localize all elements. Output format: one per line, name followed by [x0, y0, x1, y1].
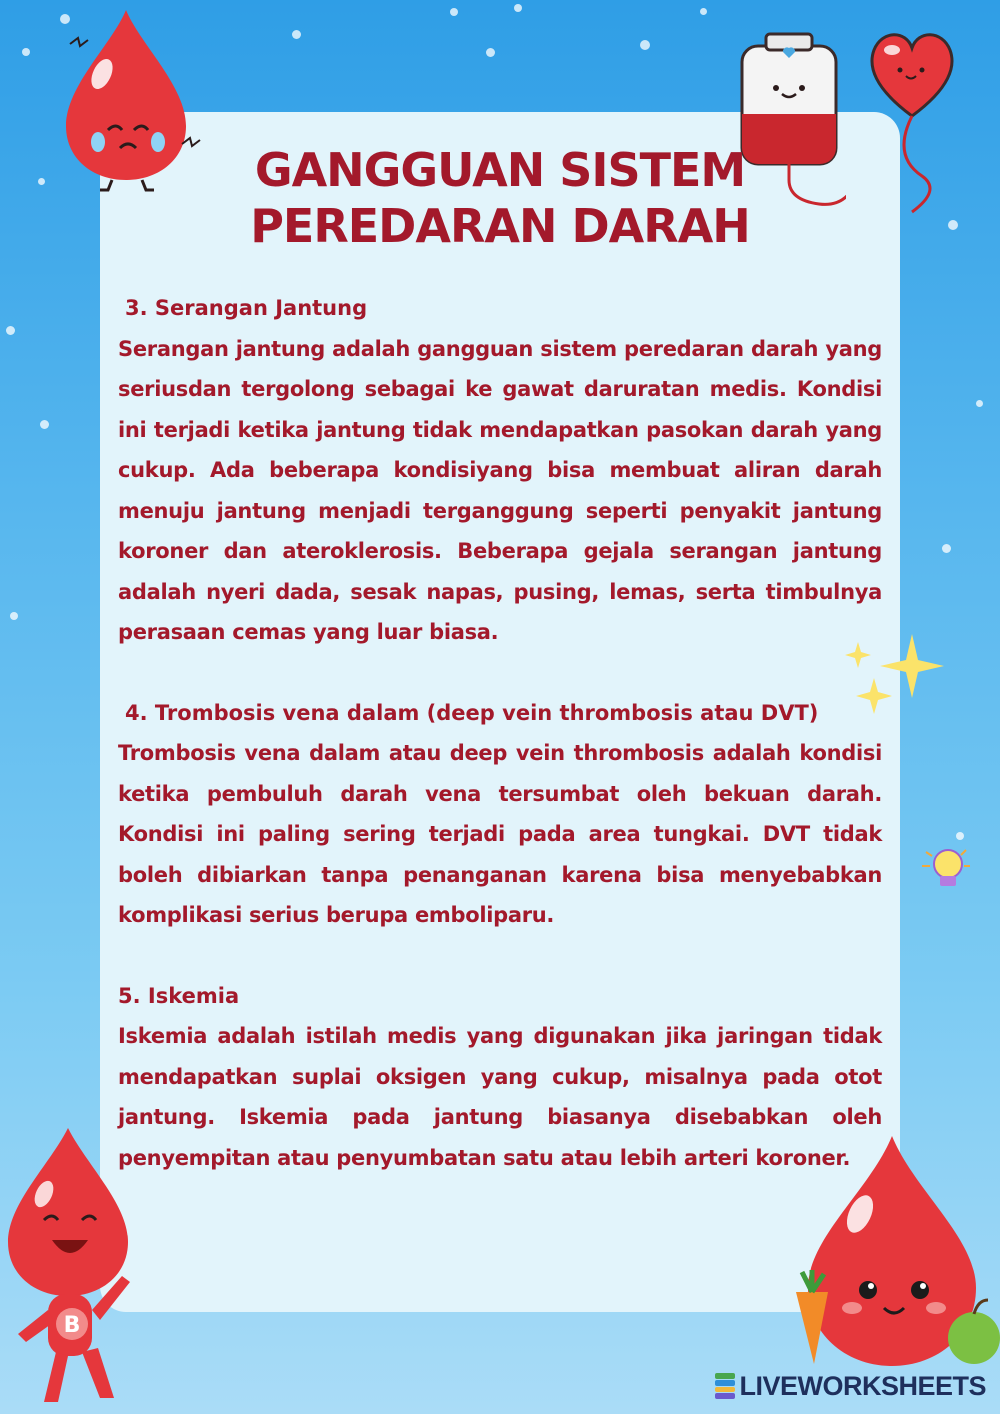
bg-dot [942, 544, 951, 553]
bg-dot [948, 220, 958, 230]
sad-blood-drop-icon [52, 4, 212, 196]
mascot-letter: B [63, 1313, 81, 1338]
footer-brand-text: LIVEWORKSHEETS [739, 1370, 986, 1401]
liveworksheets-logo-icon [715, 1373, 735, 1399]
bg-dot [6, 326, 15, 335]
title-line-2: PEREDARAN DARAH [250, 199, 750, 253]
section-body: Trombosis vena dalam atau deep vein thrombosis adalah kondisi ketika pembuluh darah vena tersumbat oleh bekuan darah. Kondisi ini paling sering terjadi pada area tungkai. DVT tidak boleh dibiarkan tanpa penanganan karena bisa menyebabkan komplikasi serius berupa emboliparu. [118, 741, 882, 927]
bg-dot [38, 178, 45, 185]
section-serangan-jantung [118, 288, 882, 653]
section-iskemia [118, 976, 882, 1179]
footer-brand [715, 1372, 986, 1400]
bg-dot [450, 8, 458, 16]
bg-dot [486, 48, 495, 57]
title-line-1: GANGGUAN SISTEM [254, 143, 746, 197]
article-content [118, 288, 882, 1218]
bg-dot [640, 40, 650, 50]
section-body: Serangan jantung adalah gangguan sistem peredaran darah yang seriusdan tergolong sebagai ke gawat daruratan medis. Kondisi ini terjadi ketika jantung tidak mendapatkan pasokan darah yang cukup. Ada beberapa kondisiyang bisa membuat aliran darah menuju jantung menjadi terganggung seperti penyakit jantung koroner dan ateroklerosis. Beberapa gejala serangan jantung adalah nyeri dada, sesak napas, pusing, lemas, serta timbulnya perasaan cemas yang luar biasa. [118, 336, 882, 644]
bg-dot [22, 48, 30, 56]
bg-dot [514, 4, 522, 12]
bg-dot [976, 400, 983, 407]
sparkle-icon [840, 630, 950, 720]
bg-dot [956, 832, 964, 840]
heart-balloon-icon [862, 24, 962, 214]
section-body: Iskemia adalah istilah medis yang digunakan jika jaringan tidak mendapatkan suplai oksigen yang cukup, misalnya pada otot jantung. Iskemia pada jantung biasanya disebabkan oleh penyempitan atau penyumbatan satu atau lebih arteri koroner. [118, 1024, 882, 1170]
page-title [200, 142, 800, 254]
bg-dot [10, 612, 18, 620]
section-heading: 4. Trombosis vena dalam (deep vein thrombosis atau DVT) [125, 700, 819, 725]
section-trombosis [118, 693, 882, 936]
bg-dot [40, 420, 49, 429]
bg-dot [700, 8, 707, 15]
section-heading: 3. Serangan Jantung [125, 296, 368, 320]
light-bulb-icon [918, 842, 974, 898]
apple-icon [944, 1296, 1000, 1370]
section-heading: 5. Iskemia [118, 983, 240, 1008]
bg-dot [292, 30, 301, 39]
carrot-icon [782, 1268, 842, 1368]
blood-mascot-icon [0, 1124, 150, 1414]
